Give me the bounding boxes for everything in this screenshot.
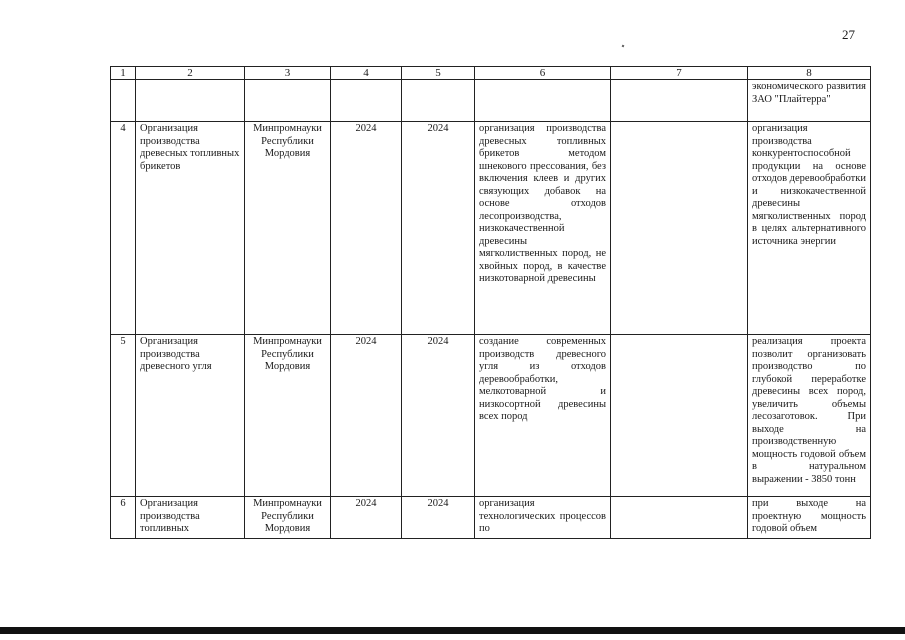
end-year-cell: 2024 <box>402 122 475 335</box>
executor-cell: Минпромнауки Республики Мордовия <box>245 497 331 539</box>
end-year-cell: 2024 <box>402 335 475 497</box>
row-number-cell: 5 <box>111 335 136 497</box>
table-header-row <box>111 67 871 80</box>
start-year-cell: 2024 <box>331 497 402 539</box>
scan-bottom-border <box>0 627 905 634</box>
end-year-cell: 2024 <box>402 497 475 539</box>
result-cell: организация производства конкурентоспособной продукции на основе отходов деревообработки и низкокачественной древесины мягколиственных пород в целях альтернативного источника энергии <box>748 122 871 335</box>
start-year-cell: 2024 <box>331 122 402 335</box>
header-cell-7: 7 <box>611 67 748 80</box>
column-7-cell <box>611 497 748 539</box>
result-cell: реализация проекта позволит организовать производство по глубокой переработке древесины всех пород, увеличить объемы лесозаготовок. При выходе на производственную мощность годовой объем в натуральном выражении - 3850 тонн <box>748 335 871 497</box>
table-row <box>111 80 871 122</box>
measure-name-cell: Организация производства древесного угля <box>136 335 245 497</box>
row-number-cell: 4 <box>111 122 136 335</box>
column-7-cell <box>611 80 748 122</box>
end-year-cell <box>402 80 475 122</box>
header-cell-8: 8 <box>748 67 871 80</box>
table-row <box>111 122 871 335</box>
description-cell: организация технологических процессов по <box>475 497 611 539</box>
result-cell: экономического развития ЗАО "Плайтерра" <box>748 80 871 122</box>
description-cell: создание современных производств древесного угля из отходов деревообработки, мелкотоварной и низкосортной древесины всех пород <box>475 335 611 497</box>
header-cell-6: 6 <box>475 67 611 80</box>
row-number-cell: 6 <box>111 497 136 539</box>
column-7-cell <box>611 335 748 497</box>
header-cell-3: 3 <box>245 67 331 80</box>
row-number-cell <box>111 80 136 122</box>
header-cell-4: 4 <box>331 67 402 80</box>
header-cell-5: 5 <box>402 67 475 80</box>
measure-name-cell <box>136 80 245 122</box>
plan-table <box>110 66 871 539</box>
scan-speck <box>622 45 625 48</box>
column-7-cell <box>611 122 748 335</box>
executor-cell <box>245 80 331 122</box>
header-cell-1: 1 <box>111 67 136 80</box>
table-row <box>111 497 871 539</box>
executor-cell: Минпромнауки Республики Мордовия <box>245 122 331 335</box>
description-cell <box>475 80 611 122</box>
description-cell: организация производства древесных топливных брикетов методом шнекового прессования, без включения клеев и других связующих добавок на основе отходов лесопроизводства, низкокачественной древесины мягколиственных пород, не хвойных пород, в качестве низкотоварной древесины <box>475 122 611 335</box>
measure-name-cell: Организация производства топливных <box>136 497 245 539</box>
table-row <box>111 335 871 497</box>
start-year-cell <box>331 80 402 122</box>
executor-cell: Минпромнауки Республики Мордовия <box>245 335 331 497</box>
start-year-cell: 2024 <box>331 335 402 497</box>
header-cell-2: 2 <box>136 67 245 80</box>
result-cell: при выходе на проектную мощность годовой объем <box>748 497 871 539</box>
page-number: 27 <box>842 27 855 42</box>
measure-name-cell: Организация производства древесных топливных брикетов <box>136 122 245 335</box>
